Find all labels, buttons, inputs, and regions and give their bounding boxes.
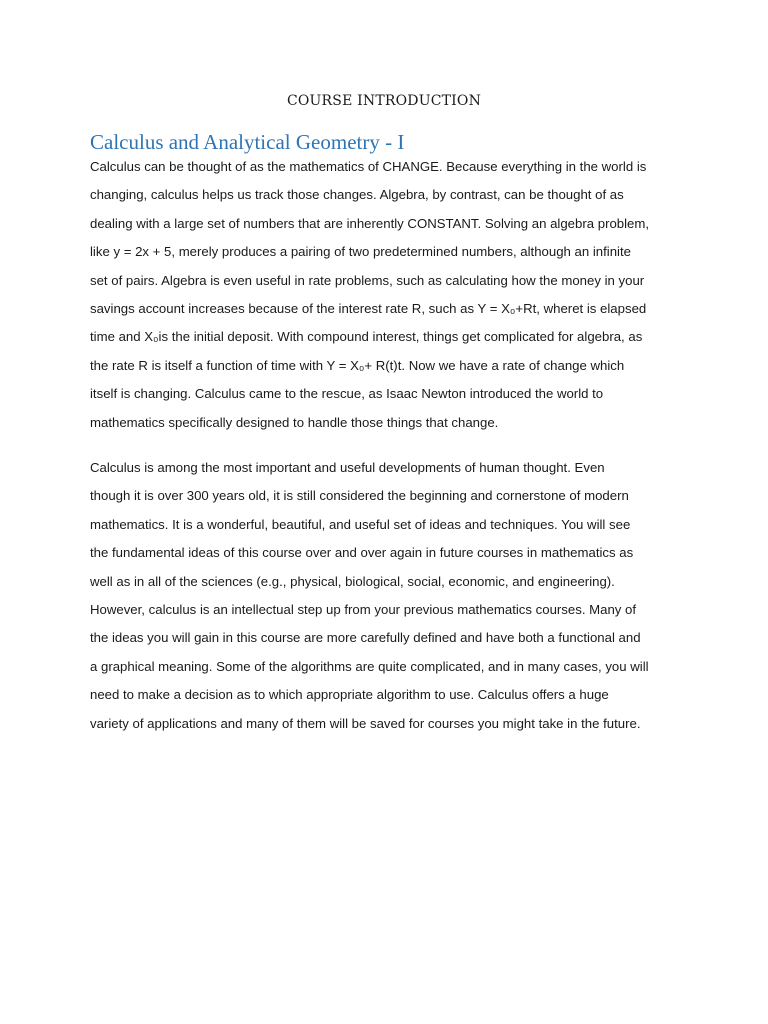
paragraph-line: Calculus can be thought of as the mathematics of CHANGE. Because everything in the world is (90, 159, 647, 174)
paragraph-1 (90, 153, 680, 437)
paragraph-line: like y = 2x + 5, merely produces a pairing of two predetermined numbers, although an infinite (90, 244, 631, 260)
paragraph-line: dealing with a large set of numbers that are inherently CONSTANT. Solving an algebra problem, (90, 215, 650, 231)
paragraph-line: Calculus is among the most important and useful developments of human thought. Even (90, 460, 605, 475)
paragraph-line: time and X₀is the initial deposit. With compound interest, things get complicated for algebra, as (90, 329, 643, 345)
paragraph-line: the fundamental ideas of this course over and over again in future courses in mathematics as (90, 545, 634, 561)
paragraph-line: However, calculus is an intellectual step up from your previous mathematics courses. Many of (90, 601, 637, 617)
paragraph-line: the rate R is itself a function of time with Y = X₀+ R(t)t. Now we have a rate of change which (90, 357, 625, 373)
paragraph-line: the ideas you will gain in this course are more carefully defined and have both a functional and (90, 630, 641, 646)
paragraph-line: a graphical meaning. Some of the algorithms are quite complicated, and in many cases, you will (90, 658, 649, 674)
paragraph-line: mathematics. It is a wonderful, beautiful, and useful set of ideas and techniques. You will see (90, 516, 631, 532)
paragraph-line: changing, calculus helps us track those changes. Algebra, by contrast, can be thought of as (90, 187, 624, 203)
document-heading: COURSE INTRODUCTION (286, 93, 482, 109)
paragraph-line: variety of applications and many of them will be saved for courses you might take in the future. (90, 715, 641, 731)
paragraph-line: though it is over 300 years old, it is still considered the beginning and cornerstone of modern (90, 488, 629, 504)
paragraph-line: well as in all of the sciences (e.g., physical, biological, social, economic, and engineering). (90, 573, 615, 589)
paragraph-2 (90, 454, 680, 738)
paragraph-line: set of pairs. Algebra is even useful in rate problems, such as calculating how the money in your (90, 272, 645, 288)
paragraph-line: need to make a decision as to which appropriate algorithm to use. Calculus offers a huge (90, 687, 609, 703)
paragraph-line: itself is changing. Calculus came to the rescue, as Isaac Newton introduced the world to (90, 386, 604, 402)
course-title: Calculus and Analytical Geometry - I (90, 130, 405, 154)
paragraph-line: mathematics specifically designed to handle those things that change. (90, 414, 499, 430)
paragraph-line: savings account increases because of the interest rate R, such as Y = X₀+Rt, wheret is elapsed (90, 300, 647, 316)
